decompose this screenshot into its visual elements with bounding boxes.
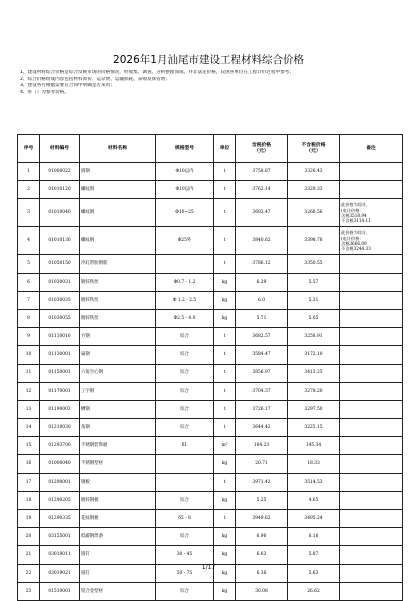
cell-no: 21 (18, 546, 40, 564)
cell-tax-price: 20.71 (236, 455, 288, 473)
cell-remark (340, 546, 403, 564)
cell-code: 01170001 (40, 382, 80, 400)
cell-spec: 综合 (156, 382, 214, 400)
cell-remark (340, 309, 403, 327)
cell-unit: t (214, 199, 236, 227)
cell-no: 1 (18, 163, 40, 181)
cell-no: 5 (18, 255, 40, 273)
cell-name: 花纹钢板 (80, 510, 156, 528)
cell-tax-price: 3693.47 (236, 199, 288, 227)
cell-unit: kg (214, 309, 236, 327)
cell-notax-price: 5.05 (288, 309, 340, 327)
header-remark: 备注 (340, 135, 403, 163)
cell-no: 4 (18, 227, 40, 255)
table-row (18, 346, 403, 364)
cell-tax-price: 6.0 (236, 291, 288, 309)
cell-notax-price: 26.62 (288, 582, 340, 600)
cell-name: 冷轧带肋钢筋 (80, 255, 156, 273)
cell-notax-price: 3326.43 (288, 163, 340, 181)
cell-tax-price: 5.71 (236, 309, 288, 327)
cell-spec: 综合 (156, 346, 214, 364)
cell-spec (156, 473, 214, 491)
cell-spec (156, 255, 214, 273)
header-code: 材料编号 (40, 135, 80, 163)
table-row (18, 227, 403, 255)
page-title: 2026年1月汕尾市建设工程材料综合价格 (113, 54, 304, 66)
cell-no: 6 (18, 273, 40, 291)
cell-code: 03019011 (40, 546, 80, 564)
price-table (17, 134, 403, 601)
cell-name: 角钢 (80, 419, 156, 437)
cell-remark (340, 273, 403, 291)
cell-no: 2 (18, 181, 40, 199)
cell-spec: 综合 (156, 491, 214, 509)
cell-notax-price: 3495.24 (288, 510, 340, 528)
cell-name: 工字钢 (80, 382, 156, 400)
cell-tax-price: 3786.12 (236, 255, 288, 273)
table-row (18, 419, 403, 437)
cell-remark (340, 582, 403, 600)
table-row (18, 491, 403, 509)
page-number: 1/17 (201, 564, 216, 571)
header-name: 材料名称 (80, 135, 156, 163)
cell-unit: t (214, 227, 236, 255)
notes-block (20, 70, 415, 96)
cell-code: 01110010 (40, 328, 80, 346)
cell-no: 18 (18, 491, 40, 509)
cell-no: 11 (18, 364, 40, 382)
cell-code: 01010130 (40, 227, 80, 255)
cell-remark (340, 400, 403, 418)
cell-name: 钢板 (80, 473, 156, 491)
header-spec: 规格型号 (156, 135, 214, 163)
cell-tax-price: 164.23 (236, 437, 288, 455)
cell-tax-price: 6.36 (236, 564, 288, 582)
cell-no: 7 (18, 291, 40, 309)
cell-code: 01010040 (40, 199, 80, 227)
table-row (18, 510, 403, 528)
cell-name: 方钢 (80, 328, 156, 346)
cell-tax-price: 3584.47 (236, 346, 288, 364)
cell-unit: t (214, 382, 236, 400)
cell-unit: t (214, 346, 236, 364)
cell-remark (340, 291, 403, 309)
cell-code: 01293700 (40, 437, 80, 455)
cell-tax-price: 3971.42 (236, 473, 288, 491)
table-row (18, 455, 403, 473)
cell-name: 低碳钢焊条 (80, 528, 156, 546)
cell-unit: t (214, 400, 236, 418)
cell-code: 01290001 (40, 473, 80, 491)
cell-code: 01000022 (40, 163, 80, 181)
cell-tax-price: 3726.17 (236, 400, 288, 418)
cell-remark (340, 491, 403, 509)
table-row (18, 309, 403, 327)
cell-tax-price: 6.96 (236, 528, 288, 546)
cell-spec: 综合 (156, 582, 214, 600)
cell-spec: Φ0.7 - 1.2 (156, 273, 214, 291)
note-line: 2、综合价格组成内容包括材料原价、运杂费、运输损耗、采购及保管费； (20, 76, 170, 82)
cell-notax-price: 145.34 (288, 437, 340, 455)
cell-tax-price: 3682.57 (236, 328, 288, 346)
cell-tax-price: 6.29 (236, 273, 288, 291)
cell-name: 槽钢 (80, 400, 156, 418)
cell-name: 圆钉 (80, 564, 156, 582)
table-row (18, 437, 403, 455)
cell-name: 螺纹钢 (80, 227, 156, 255)
table-header-row (18, 135, 403, 163)
cell-spec: δ5 - 8 (156, 510, 214, 528)
cell-code: 01130001 (40, 346, 80, 364)
cell-unit: t (214, 419, 236, 437)
cell-unit: t (214, 510, 236, 528)
cell-spec: 30 - 45 (156, 546, 214, 564)
cell-name: 圆钢 (80, 163, 156, 181)
cell-notax-price: 5.31 (288, 291, 340, 309)
cell-unit: t (214, 364, 236, 382)
cell-notax-price: 3398.78 (288, 227, 340, 255)
header-no: 序号 (18, 135, 40, 163)
cell-no: 22 (18, 564, 40, 582)
cell-unit: t (214, 181, 236, 199)
cell-name: 镀锌钢板 (80, 491, 156, 509)
cell-spec: Φ2.5 - 4.0 (156, 309, 214, 327)
cell-unit: kg (214, 273, 236, 291)
header-unit: 单位 (214, 135, 236, 163)
table-row (18, 199, 403, 227)
cell-notax-price: 3268.56 (288, 199, 340, 227)
cell-no: 12 (18, 382, 40, 400)
cell-tax-price: 3840.62 (236, 227, 288, 255)
table-row (18, 328, 403, 346)
cell-code: 01030031 (40, 273, 80, 291)
table-row (18, 546, 403, 564)
cell-spec (156, 455, 214, 473)
cell-unit: m² (214, 437, 236, 455)
cell-notax-price: 3297.50 (288, 400, 340, 418)
table-row (18, 528, 403, 546)
note-line: 1、建设材料综合价格是综合反映市场的价格情况，经收集、调查、分析整理而成，并非法定价格，仅供各单位在工程计价过程中参考； (20, 70, 294, 75)
cell-no: 14 (18, 419, 40, 437)
cell-notax-price: 5.87 (288, 546, 340, 564)
cell-unit: kg (214, 528, 236, 546)
cell-code: 03019021 (40, 564, 80, 582)
cell-code: 01210030 (40, 419, 80, 437)
cell-remark (340, 346, 403, 364)
cell-no: 16 (18, 455, 40, 473)
cell-name: 不锈钢装饰板 (80, 437, 156, 455)
cell-no: 20 (18, 528, 40, 546)
cell-tax-price: 30.08 (236, 582, 288, 600)
cell-no: 13 (18, 400, 40, 418)
cell-remark: 此价格为综计， (电计价格： 含税3666.09 不含税3244.33 (340, 227, 403, 255)
cell-remark (340, 364, 403, 382)
cell-remark (340, 328, 403, 346)
table-row (18, 163, 403, 181)
cell-remark (340, 510, 403, 528)
cell-notax-price: 5.63 (288, 564, 340, 582)
cell-name: 镀锌铁丝 (80, 309, 156, 327)
cell-remark (340, 163, 403, 181)
cell-no: 9 (18, 328, 40, 346)
cell-name: 镀锌铁丝 (80, 291, 156, 309)
cell-notax-price: 18.33 (288, 455, 340, 473)
table-row (18, 181, 403, 199)
cell-notax-price: 3514.53 (288, 473, 340, 491)
cell-remark (340, 419, 403, 437)
cell-notax-price: 4.65 (288, 491, 340, 509)
table-row (18, 400, 403, 418)
cell-tax-price: 3949.62 (236, 510, 288, 528)
cell-name: 镀锌铁丝 (80, 273, 156, 291)
table-row (18, 291, 403, 309)
cell-unit: kg (214, 455, 236, 473)
cell-no: 15 (18, 437, 40, 455)
cell-tax-price: 3758.87 (236, 163, 288, 181)
cell-notax-price: 3329.33 (288, 181, 340, 199)
cell-notax-price: 5.57 (288, 273, 340, 291)
cell-notax-price: 3413.25 (288, 364, 340, 382)
cell-code: 01190003 (40, 400, 80, 418)
header-notax-price: 不含税价格 （元） (288, 135, 340, 163)
cell-tax-price: 3762.14 (236, 181, 288, 199)
cell-remark (340, 528, 403, 546)
cell-no: 19 (18, 510, 40, 528)
cell-name: 螺纹钢 (80, 199, 156, 227)
cell-unit: t (214, 255, 236, 273)
cell-no: 3 (18, 199, 40, 227)
cell-notax-price: 3258.91 (288, 328, 340, 346)
cell-code: 01030055 (40, 309, 80, 327)
cell-spec: 综合 (156, 400, 214, 418)
cell-spec: 综合 (156, 419, 214, 437)
cell-tax-price: 3644.42 (236, 419, 288, 437)
cell-no: 8 (18, 309, 40, 327)
note-line: 3、建设各方根据需要在合同中明确是否采用； (20, 83, 115, 89)
cell-spec: 综合 (156, 528, 214, 546)
cell-remark (340, 437, 403, 455)
cell-spec: Φ10~25 (156, 199, 214, 227)
note-line: 4、带（）为参考价格。 (20, 89, 69, 95)
cell-remark (340, 181, 403, 199)
cell-unit: kg (214, 582, 236, 600)
cell-code: 01030035 (40, 291, 80, 309)
cell-name: 螺纹钢 (80, 181, 156, 199)
cell-code: 01010120 (40, 181, 80, 199)
cell-notax-price: 3350.55 (288, 255, 340, 273)
cell-spec: 综合 (156, 364, 214, 382)
table-row (18, 473, 403, 491)
cell-code: 01290205 (40, 491, 80, 509)
cell-unit: t (214, 328, 236, 346)
cell-spec: 综合 (156, 328, 214, 346)
cell-name: 圆钉 (80, 546, 156, 564)
cell-notax-price: 6.16 (288, 528, 340, 546)
table-row (18, 382, 403, 400)
cell-unit: kg (214, 291, 236, 309)
cell-unit: t (214, 163, 236, 181)
cell-spec: Φ25外 (156, 227, 214, 255)
table-row (18, 255, 403, 273)
cell-spec: Φ 1.2 - 2.5 (156, 291, 214, 309)
cell-tax-price: 5.25 (236, 491, 288, 509)
cell-spec: Φ10以内 (156, 181, 214, 199)
cell-spec: Φ10以内 (156, 163, 214, 181)
cell-spec: δ1 (156, 437, 214, 455)
cell-code: 01510001 (40, 582, 80, 600)
cell-no: 17 (18, 473, 40, 491)
cell-name: 六角空心钢 (80, 364, 156, 382)
cell-spec: 50 - 75 (156, 564, 214, 582)
cell-code: 01050150 (40, 255, 80, 273)
cell-unit: kg (214, 564, 236, 582)
cell-code: 01290335 (40, 510, 80, 528)
cell-tax-price: 6.63 (236, 546, 288, 564)
cell-unit: kg (214, 546, 236, 564)
cell-code: 03155001 (40, 528, 80, 546)
cell-remark (340, 255, 403, 273)
table-row (18, 364, 403, 382)
cell-notax-price: 3172.10 (288, 346, 340, 364)
cell-no: 23 (18, 582, 40, 600)
cell-no: 10 (18, 346, 40, 364)
cell-code: 01150001 (40, 364, 80, 382)
cell-notax-price: 3278.20 (288, 382, 340, 400)
cell-name: 不锈钢型材 (80, 455, 156, 473)
cell-remark: 此价格为综计， (电计价格： 含税3518.94 不含税3114.11 (340, 199, 403, 227)
cell-remark (340, 473, 403, 491)
header-tax-price: 含税价格 （元） (236, 135, 288, 163)
cell-notax-price: 3225.15 (288, 419, 340, 437)
cell-name: 扁钢 (80, 346, 156, 364)
cell-tax-price: 3856.97 (236, 364, 288, 382)
cell-unit: kg (214, 491, 236, 509)
table-row (18, 582, 403, 600)
cell-code: 01000040 (40, 455, 80, 473)
cell-name: 铝合金型材 (80, 582, 156, 600)
cell-tax-price: 3704.37 (236, 382, 288, 400)
cell-remark (340, 382, 403, 400)
table-row (18, 273, 403, 291)
cell-unit: t (214, 473, 236, 491)
cell-remark (340, 455, 403, 473)
